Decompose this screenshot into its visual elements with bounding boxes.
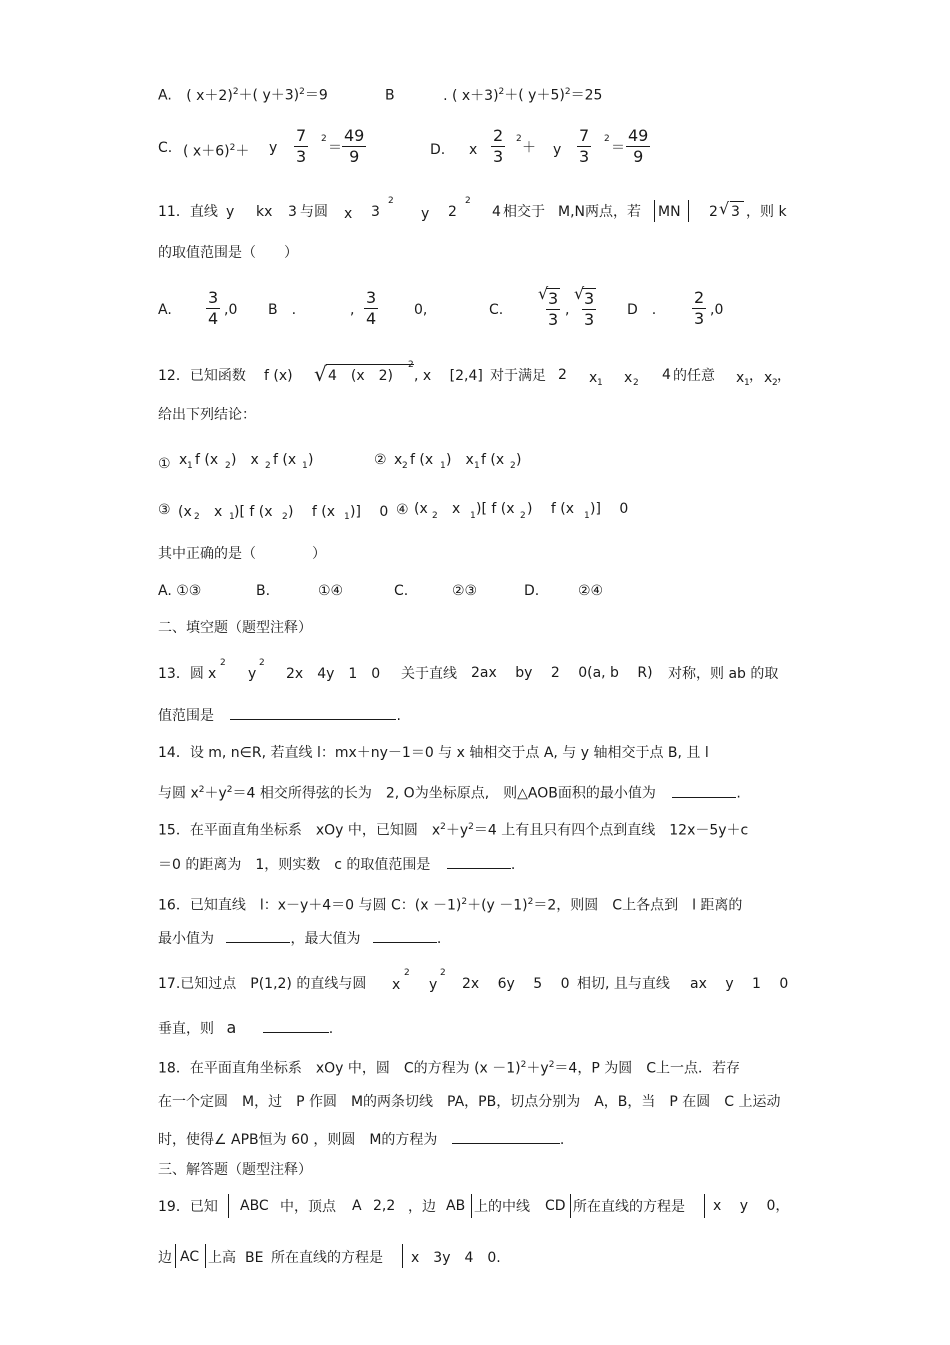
frame-bar: [205, 1244, 206, 1268]
q19-a-coord: 2,2: [373, 1198, 396, 1214]
option-c-label: C.: [158, 140, 173, 156]
conclusion-2-circle: ②: [374, 452, 387, 468]
option-c-term1: [183, 138, 249, 162]
q17-prefix: 17.已知过点 P(1,2) 的直线与圆: [158, 976, 367, 992]
text: ＝4，P 为圆 C上一点．若存: [554, 1060, 740, 1077]
q12-option-b-label: B.: [256, 583, 271, 599]
q12-option-a: A. ①③: [158, 583, 202, 599]
text: .: [736, 785, 741, 802]
q18-line1: [158, 1055, 740, 1079]
sub: 2: [432, 511, 438, 521]
fraction-2-3: [692, 288, 706, 329]
q13-x: x: [208, 666, 217, 682]
sup: 2: [516, 134, 522, 144]
sup: 2: [548, 1060, 555, 1070]
conclusion-1-a: f (x: [195, 452, 219, 468]
text: 时，使得∠ APB恒为 60 ，则圆 M的方程为: [158, 1132, 438, 1148]
sqrt-icon: √: [314, 362, 327, 386]
q11-option-d-label: D .: [627, 302, 657, 318]
sub: 2: [194, 512, 200, 522]
sub: 2: [282, 512, 288, 522]
conclusion-4-b: x: [438, 501, 461, 517]
sqrt-icon: √: [538, 284, 549, 303]
sqrt-icon: √: [574, 284, 585, 303]
q11-2root: 2: [709, 204, 718, 220]
conclusion-2-a: f (x: [410, 452, 434, 468]
conclusion-4-d: ) f (x: [527, 501, 575, 517]
sub: 1: [744, 378, 750, 388]
q11-root3: 3: [731, 204, 740, 220]
q11-option-c-comma: ,: [565, 302, 570, 318]
sub: 1: [597, 378, 603, 388]
sub: 1: [440, 461, 446, 471]
conclusion-4-circle: ④: [396, 502, 409, 518]
sub: 2: [633, 378, 639, 388]
q19-zhong: 中，顶点: [280, 1199, 336, 1215]
option-a-term2: ＋( y＋3): [238, 87, 300, 104]
sup: 2: [388, 196, 394, 206]
answer-blank[interactable]: [447, 868, 511, 869]
option-a-label: A.: [158, 87, 172, 104]
conclusion-4-e: )] 0: [590, 501, 629, 517]
sup: 2: [321, 134, 327, 144]
option-d-x: x: [469, 142, 478, 158]
q11-kx: kx: [256, 204, 273, 220]
denominator: 4: [208, 309, 219, 328]
q11-4: 4: [492, 204, 501, 220]
denominator: 3: [548, 310, 559, 329]
text: 18．在平面直角坐标系 xOy 中，圆 C的方程为 (x －1): [158, 1060, 521, 1077]
q19-suozai: 所在直线的方程是: [573, 1199, 685, 1215]
q12-x2: x: [764, 370, 773, 386]
q17-line: ax y 1 0: [690, 976, 789, 992]
q11-mn: MN: [658, 204, 681, 220]
sub: 1: [187, 461, 193, 471]
q11-y2: y: [421, 206, 430, 222]
conclusion-3-circle: ③: [158, 502, 171, 518]
q19-cd: CD: [545, 1198, 566, 1214]
q11-yuyuan: 与圆: [300, 204, 328, 220]
sup: 2: [440, 968, 446, 978]
numerator: 3: [584, 289, 595, 308]
numerator: 3: [208, 288, 219, 307]
fraction-root3-3: [582, 288, 596, 330]
conclusion-1-c: f (x: [273, 452, 297, 468]
q19-abc: ABC: [240, 1198, 269, 1214]
q11-option-d-rest: ,0: [710, 302, 724, 318]
q17-qie: 相切, 且与直线: [577, 976, 670, 992]
fraction-49-9: [342, 126, 366, 167]
q11-prefix: 11．直线: [158, 204, 218, 220]
sub: 2: [772, 378, 778, 388]
conclusion-2-b: ) x: [446, 452, 474, 468]
text: .: [559, 1132, 565, 1148]
numerator: 3: [548, 289, 559, 308]
sub: 1: [470, 511, 476, 521]
fraction-3-4: [364, 288, 378, 329]
q12-prefix: 12．已知函数: [158, 368, 246, 384]
option-d-plus: ＋: [522, 140, 536, 156]
text: 与圆 x: [158, 785, 199, 802]
q19-prefix: 19．已知: [158, 1199, 218, 1215]
q19-be: BE: [245, 1250, 264, 1266]
fraction-49-9: [626, 126, 650, 167]
q19-line2-a: 边: [158, 1250, 172, 1266]
sup: 2: [468, 822, 474, 832]
sub: 1: [344, 512, 350, 522]
q18-line2: 在一个定圆 M，过 P 作圆 M的两条切线 PA，PB，切点分别为 A，B，当 P 在圆 C 上运动: [158, 1094, 781, 1110]
q11-option-b-label: B .: [268, 302, 297, 318]
q11-x3: 3: [371, 204, 380, 220]
q17-x: x: [392, 977, 401, 993]
q12-comma: ，: [749, 368, 763, 384]
q16-line2: [158, 929, 441, 949]
q19-eq1: x y 0，: [713, 1198, 790, 1214]
section-heading-fill-in: 二、填空题（题型注释）: [158, 620, 312, 636]
option-c-y: y: [269, 140, 278, 156]
denominator: 3: [493, 147, 504, 166]
q19-bian: ，边: [408, 1199, 436, 1215]
conclusion-3-e: )] 0: [350, 504, 389, 520]
text: ( x＋6): [183, 143, 230, 160]
numerator: 3: [366, 288, 377, 307]
text: 16．已知直线 l：x－y＋4＝0 与圆 C：(x －1): [158, 897, 462, 914]
q12-option-d-value: ②④: [578, 583, 604, 599]
q15-line1: [158, 817, 748, 841]
sub: 2: [265, 461, 271, 471]
sup: 2: [226, 785, 233, 795]
fraction-7-3: [294, 126, 308, 167]
q11-2: 2: [448, 204, 457, 220]
denominator: 3: [296, 147, 307, 166]
sup: 2: [299, 87, 305, 97]
sup: 2: [220, 658, 226, 668]
sub: 2: [225, 461, 231, 471]
sup: 2: [440, 822, 446, 832]
sup: 2: [461, 897, 468, 907]
q19-line2-b: 上高: [208, 1250, 236, 1266]
q11-option-c-label: C.: [489, 302, 504, 318]
q17-line2: [158, 1018, 333, 1039]
q19-shang: 上的中线: [474, 1199, 530, 1215]
option-b-end: ＝25: [570, 87, 603, 104]
text: ＝0 的距离为 1，则实数 c 的取值范围是: [158, 857, 431, 873]
q19-a-point: A: [352, 1198, 362, 1214]
sub: 1: [229, 512, 235, 522]
numerator: 7: [296, 126, 307, 145]
option-a-term1: ( x＋2): [186, 87, 233, 104]
q12-duiyu: 对于满足: [490, 368, 546, 384]
q12-cond-2: 2: [558, 367, 567, 383]
answer-blank-max[interactable]: [373, 942, 437, 943]
text: ＝4 相交所得弦的长为 2, O为坐标原点, 则△AOB面积的最小值为: [232, 785, 656, 802]
text: 值范围是: [158, 708, 214, 724]
conclusion-3-a: (x: [178, 504, 192, 520]
conclusion-1-d: ): [308, 452, 314, 468]
numerator: 7: [579, 126, 590, 145]
q12-option-b-value: ①④: [318, 583, 344, 599]
sup: 2: [527, 897, 534, 907]
q12-x1: x: [736, 370, 745, 386]
sup: 2: [259, 658, 265, 668]
sup: 2: [520, 1060, 527, 1070]
q12-cond-x1: x: [589, 370, 598, 386]
q11-mn-points: M,N两点，若: [558, 204, 642, 220]
denominator: 3: [584, 310, 595, 329]
q16-line1: [158, 892, 742, 916]
numerator: 2: [694, 288, 705, 307]
q19-ac: AC: [180, 1249, 200, 1265]
conclusion-1-circle: ①: [158, 456, 171, 472]
sub: 1: [302, 461, 308, 471]
option-b-label: B: [385, 87, 395, 104]
text: ＋y: [526, 1060, 549, 1077]
conclusion-3-b: x: [200, 504, 223, 520]
text: 15．在平面直角坐标系 xOy 中，已知圆 x: [158, 822, 441, 839]
frame-bar: [570, 1194, 571, 1218]
q11-xiangjiao: 相交于: [503, 204, 545, 220]
q12-option-d-label: D.: [524, 583, 540, 599]
sup: 2: [408, 360, 414, 370]
q13-y: y: [248, 666, 257, 682]
fraction-2-3: [491, 126, 505, 167]
q13-eq: 2x 4y 1 0: [286, 666, 381, 682]
conclusion-1-b: ) x: [231, 452, 259, 468]
sub: 1: [474, 461, 480, 471]
option-b-term2: ＋( y＋5): [504, 87, 565, 104]
conclusion-2-d: ): [516, 452, 522, 468]
q17-y: y: [429, 977, 438, 993]
frame-bar: [228, 1194, 229, 1218]
sub: 1: [584, 511, 590, 521]
text: ＋y: [204, 785, 227, 802]
q12-option-c-label: C.: [394, 583, 409, 599]
q11-3: 3: [288, 204, 297, 220]
q13-line2: [158, 706, 401, 726]
q13-guanyu: 关于直线: [401, 666, 457, 682]
q15-line2: [158, 855, 515, 875]
sup: 2: [498, 87, 505, 97]
denominator: 4: [366, 309, 377, 328]
sup: 2: [604, 134, 610, 144]
q12-line2: 给出下列结论：: [158, 407, 256, 423]
frame-bar: [704, 1194, 705, 1218]
q12-end: ，: [777, 368, 791, 384]
q12-cond-4: 4: [662, 367, 671, 383]
text: ＋(y －1): [467, 897, 528, 914]
q11-option-a-label: A.: [158, 302, 172, 318]
text: 最小值为: [158, 931, 214, 947]
frame-bar: [175, 1244, 176, 1268]
q11-option-a-rest: ,0: [224, 302, 238, 318]
answer-blank[interactable]: [230, 719, 396, 720]
conclusion-4-a: (x: [414, 501, 428, 517]
q11-x: x: [344, 206, 353, 222]
text: 垂直，则: [158, 1021, 214, 1037]
sup: 2: [404, 968, 410, 978]
sup: 2: [465, 196, 471, 206]
q19-eq2: x 3y 4 0.: [411, 1250, 501, 1266]
conclusion-2-c: f (x: [481, 452, 505, 468]
q11-option-b-comma: ,: [350, 302, 355, 318]
option-d-y: y: [553, 142, 562, 158]
text: .: [396, 708, 401, 724]
q12-cond-x2: x: [624, 370, 633, 386]
q11-y: y: [226, 204, 235, 220]
q12-domain: , x [2,4]: [414, 368, 483, 384]
conclusion-1-x: x: [179, 452, 188, 468]
q18-line3: [158, 1130, 564, 1150]
fraction-root3-3: [546, 288, 560, 330]
q11-line2: 的取值范围是（ ）: [158, 245, 298, 261]
conclusion-2-x: x: [394, 452, 403, 468]
text: .: [510, 857, 516, 873]
sup: 2: [198, 785, 205, 795]
option-b: [385, 82, 602, 106]
answer-blank[interactable]: [452, 1143, 560, 1144]
denominator: 9: [633, 147, 644, 166]
q12-which: 其中正确的是（ ）: [158, 546, 326, 562]
q11-option-b-zero: 0,: [414, 302, 428, 318]
answer-blank[interactable]: [672, 797, 736, 798]
frame-bar: [402, 1244, 403, 1268]
option-b-term1: . ( x＋3): [443, 87, 499, 104]
q12-root-body: 4 (x 2): [328, 368, 394, 384]
q11-then-k: ，则 k: [746, 204, 787, 220]
sub: 2: [520, 511, 526, 521]
q13-prefix: 13．圆: [158, 666, 204, 682]
answer-blank-min[interactable]: [226, 942, 290, 943]
sup: 2: [232, 87, 239, 97]
fraction-3-4: [206, 288, 220, 329]
sup: 2: [229, 143, 236, 153]
numerator: 2: [493, 126, 504, 145]
q12-fx: f (x): [264, 368, 293, 384]
text: .: [436, 931, 442, 947]
q12-option-c-value: ②③: [452, 583, 478, 599]
denominator: 3: [579, 147, 590, 166]
text: ＝2，则圆 C上各点到 l 距离的: [533, 897, 743, 914]
abs-bar-left: [654, 200, 655, 222]
q14-line1: 14．设 m, n∈R, 若直线 l：mx＋ny－1＝0 与 x 轴相交于点 A, 与 y 轴相交于点 B, 且 l: [158, 745, 709, 761]
sub: 2: [510, 461, 516, 471]
q19-line2-c: 所在直线的方程是: [271, 1250, 383, 1266]
conclusion-3-c: )[ f (x: [234, 504, 273, 520]
numerator: 49: [628, 126, 649, 145]
denominator: 3: [694, 309, 705, 328]
q12-renyi: 的任意: [673, 368, 715, 384]
option-d-eq: ＝: [611, 140, 625, 156]
text: .: [328, 1021, 334, 1037]
q13-duicheng: 对称，则 ab 的取: [668, 666, 779, 682]
text: ＋y: [445, 822, 469, 839]
fraction-7-3: [577, 126, 591, 167]
option-d-label: D.: [430, 142, 446, 158]
q17-eq: 2x 6y 5 0: [462, 976, 570, 992]
text: ，最大值为: [290, 931, 361, 947]
sub: 2: [402, 461, 408, 471]
q13-line: 2ax by 2 0(a, b R): [471, 665, 653, 681]
denominator: 9: [349, 147, 360, 166]
text: ＋: [235, 143, 250, 160]
option-a-end: ＝9: [304, 87, 328, 104]
abs-bar-right: [688, 200, 689, 222]
frame-bar: [471, 1194, 472, 1218]
q19-ab: AB: [446, 1198, 466, 1214]
variable-a: a: [226, 1018, 237, 1037]
text: ＝4 上有且只有四个点到直线 12x－5y＋c: [473, 822, 749, 839]
q10-option-row-ab: [158, 82, 328, 106]
radical-bar: [326, 364, 414, 365]
answer-blank[interactable]: [263, 1032, 329, 1033]
conclusion-3-d: ) f (x: [288, 504, 336, 520]
conclusion-4-c: )[ f (x: [476, 501, 515, 517]
numerator: 49: [344, 126, 365, 145]
section-heading-answer: 三、解答题（题型注释）: [158, 1162, 312, 1178]
sqrt-icon: √: [719, 199, 730, 218]
q14-line2: [158, 780, 741, 804]
sup: 2: [564, 87, 571, 97]
option-c-eq: ＝: [328, 140, 342, 156]
